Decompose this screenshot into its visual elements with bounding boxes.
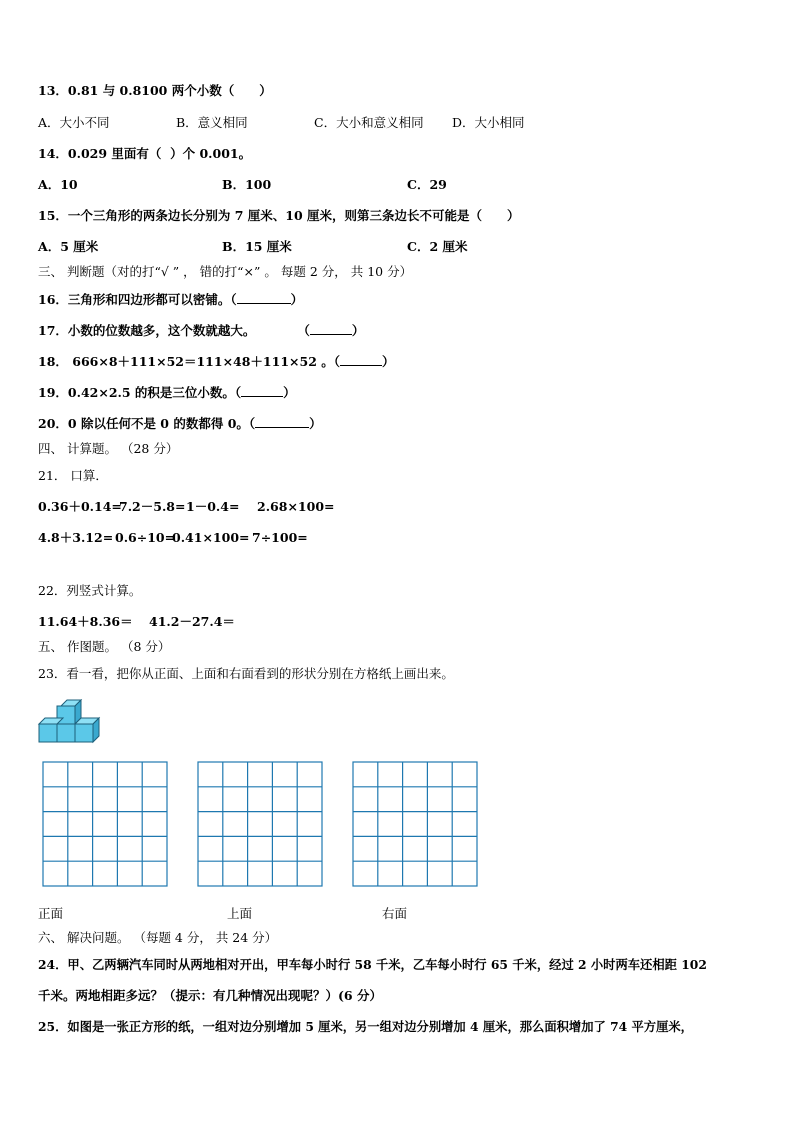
question-14-stem: 14．0.029 里面有（ ）个 0.001。 — [38, 146, 252, 161]
answer-blank[interactable] — [237, 291, 291, 304]
question-24-line-1: 24．甲、乙两辆汽车同时从两地相对开出，甲车每小时行 58 千米，乙车每小时行 65 千米，经过 2 小时两车还相距 102 — [38, 957, 707, 972]
q14-option-c: C．29 — [407, 177, 447, 192]
question-22-title: 22．列竖式计算。 — [38, 583, 142, 598]
question-17: 17．小数的位数越多，这个数就越大。 （ ） — [38, 323, 365, 338]
q15-option-a: A．5 厘米 — [38, 239, 99, 254]
view-label-top: 上面 — [227, 906, 253, 921]
oral-calc-item: 4.8＋3.12= — [38, 530, 114, 545]
question-25-line-1: 25．如图是一张正方形的纸，一组对边分别增加 5 厘米，另一组对边分别增加 4 厘米，那么面积增加了 74 平方厘米， — [38, 1019, 693, 1034]
q14-option-a: A．10 — [38, 177, 78, 192]
oral-calc-item: 7÷100= — [252, 530, 308, 545]
answer-blank[interactable] — [255, 415, 309, 428]
oral-calc-item: 0.41×100= — [172, 530, 250, 545]
oral-calc-item: 2.68×100= — [257, 499, 335, 514]
question-20: 20．0 除以任何不是 0 的数都得 0。（ ） — [38, 416, 322, 431]
q15-option-c: C．2 厘米 — [407, 239, 468, 254]
answer-blank[interactable] — [241, 384, 283, 397]
question-16: 16．三角形和四边形都可以密铺。（ ） — [38, 292, 304, 307]
q15-option-b: B．15 厘米 — [222, 239, 292, 254]
question-21-title: 21． 口算． — [38, 468, 108, 483]
q13-option-b: B．意义相同 — [176, 115, 248, 130]
view-label-right: 右面 — [382, 906, 408, 921]
view-label-front: 正面 — [38, 906, 64, 921]
section-5-heading: 五、 作图题。 （8 分） — [38, 639, 171, 654]
q14-option-b: B．100 — [222, 177, 272, 192]
oral-calc-item: 0.6÷10= — [115, 530, 176, 545]
grid-paper-top[interactable] — [197, 761, 323, 887]
vertical-calc-item: 11.64＋8.36＝ — [38, 614, 133, 629]
q13-option-d: D．大小相同 — [452, 115, 525, 130]
grid-paper-front[interactable] — [42, 761, 168, 887]
oral-calc-item: 1－0.4= — [186, 499, 240, 514]
cube-stack-figure — [37, 699, 105, 744]
question-18: 18． 666×8＋111×52＝111×48＋111×52 。（ ） — [38, 354, 395, 369]
oral-calc-item: 7.2－5.8= — [119, 499, 186, 514]
grid-paper-right[interactable] — [352, 761, 478, 887]
section-6-heading: 六、 解决问题。 （每题 4 分， 共 24 分） — [38, 930, 278, 945]
question-23-text: 23．看一看，把你从正面、上面和右面看到的形状分别在方格纸上画出来。 — [38, 666, 454, 681]
vertical-calc-item: 41.2－27.4＝ — [149, 614, 235, 629]
question-19: 19．0.42×2.5 的积是三位小数。（ ） — [38, 385, 296, 400]
q13-option-c: C．大小和意义相同 — [314, 115, 424, 130]
question-24-line-2: 千米。两地相距多远？（提示：有几种情况出现呢？）(6 分） — [38, 988, 382, 1003]
answer-blank[interactable] — [310, 322, 352, 335]
section-3-heading: 三、 判断题（对的打“√ ” ， 错的打“×” 。 每题 2 分， 共 10 分） — [38, 264, 413, 279]
question-15-stem: 15．一个三角形的两条边长分别为 7 厘米、10 厘米，则第三条边长不可能是（ ） — [38, 208, 520, 223]
oral-calc-item: 0.36＋0.14= — [38, 499, 122, 514]
q13-option-a: A．大小不同 — [38, 115, 110, 130]
section-4-heading: 四、 计算题。 （28 分） — [38, 441, 179, 456]
question-13-stem: 13．0.81 与 0.8100 两个小数（ ） — [38, 83, 272, 98]
answer-blank[interactable] — [340, 353, 382, 366]
